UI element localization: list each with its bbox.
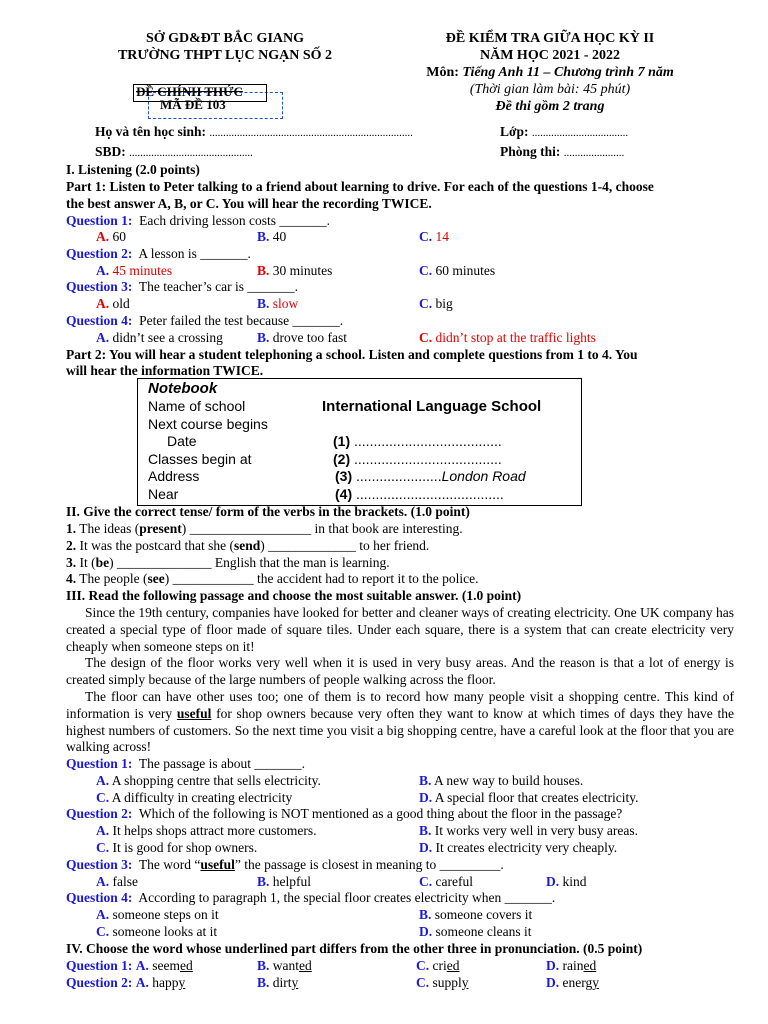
notebook-school-value: International Language School xyxy=(322,398,542,415)
room-field[interactable]: Phòng thi: ...................... xyxy=(500,144,625,159)
s3-q1-option-a[interactable]: A. A shopping centre that sells electricity. xyxy=(96,773,321,788)
s3-q1-option-b[interactable]: B. A new way to build houses. xyxy=(419,773,584,788)
part2-instructions-2: will hear the information TWICE. xyxy=(66,363,264,378)
time-limit: (Thời gian làm bài: 45 phút) xyxy=(469,82,631,97)
s3-q2-option-c[interactable]: C. It is good for shop owners. xyxy=(96,840,258,855)
s4-q1-option-b[interactable]: B. wanted xyxy=(257,958,312,973)
s1-question-2: Question 2: A lesson is _______. xyxy=(66,246,251,261)
notebook-school-label: Name of school xyxy=(148,398,246,414)
notebook-address-label: Address xyxy=(148,468,200,484)
s4-q1-option-c[interactable]: C. cried xyxy=(416,958,460,973)
subject-label: Môn: xyxy=(426,65,459,80)
s3-q2-option-d[interactable]: D. It creates electricity very cheaply. xyxy=(419,840,618,855)
notebook-title: Notebook xyxy=(148,380,218,397)
official-stamp: ĐỀ CHÍNH THỨC xyxy=(136,84,243,99)
s1-q1-option-c[interactable]: C. 14 xyxy=(419,229,449,244)
s4-question-1: Question 1: A. seemed xyxy=(66,958,193,973)
part1-instructions-1: Part 1: Listen to Peter talking to a friend about learning to drive. For each of the questions 1-4, choose xyxy=(66,179,654,194)
s3-question-1: Question 1: The passage is about _______. xyxy=(66,756,305,771)
s3-q3-option-d[interactable]: D. kind xyxy=(546,874,587,889)
s1-q2-option-a[interactable]: A. 45 minutes xyxy=(96,263,173,278)
s1-q1-option-a[interactable]: A. 60 xyxy=(96,229,126,244)
section-1-title: I. Listening (2.0 points) xyxy=(66,162,200,177)
s2-item-4[interactable]: 4. The people (see) ____________ the accident had to report it to the police. xyxy=(66,571,479,586)
header-left xyxy=(95,30,355,64)
s1-q4-option-a[interactable]: A. didn’t see a crossing xyxy=(96,330,223,345)
notebook-classes-label: Classes begin at xyxy=(148,451,252,467)
notebook-answer-4[interactable]: (4) ...................................... xyxy=(335,486,504,502)
s4-q2-option-d[interactable]: D. energy xyxy=(546,975,599,990)
s3-q4-option-b[interactable]: B. someone covers it xyxy=(419,907,533,922)
s3-q1-option-c[interactable]: C. A difficulty in creating electricity xyxy=(96,790,293,805)
passage-paragraph-3: The floor can have other uses too; one of them is to record how many people visit a shopping centre. This kind of information is very useful for shop owners because very often they want to know at which times of days they have the highest numbers of customers. So the next time you visit a big shopping centre, have a careful look at the floor that you are walking across! xyxy=(66,689,734,755)
subject-line xyxy=(400,64,700,81)
s3-q2-option-a[interactable]: A. It helps shops attract more customers. xyxy=(96,823,317,838)
s1-question-3: Question 3: The teacher’s car is _______. xyxy=(66,279,298,294)
s1-q2-option-c[interactable]: C. 60 minutes xyxy=(419,263,496,278)
notebook-course-label: Next course begins xyxy=(148,416,268,432)
page-count: Đề thi gồm 2 trang xyxy=(495,99,605,114)
s4-question-2: Question 2: A. happy xyxy=(66,975,186,990)
s1-q1-option-b[interactable]: B. 40 xyxy=(257,229,287,244)
s1-q2-option-b[interactable]: B. 30 minutes xyxy=(257,263,333,278)
s2-item-2[interactable]: 2. It was the postcard that she (send) _____________ to her friend. xyxy=(66,538,430,553)
s3-question-2: Question 2: Which of the following is NOT mentioned as a good thing about the floor in the passage? xyxy=(66,806,623,821)
s1-q4-option-b[interactable]: B. drove too fast xyxy=(257,330,347,345)
notebook-near-label: Near xyxy=(148,486,179,502)
part1-instructions-2: the best answer A, B, or C. You will hear the recording TWICE. xyxy=(66,196,432,211)
s3-q4-option-d[interactable]: D. someone cleans it xyxy=(419,924,532,939)
notebook-answer-1[interactable]: (1) ...................................... xyxy=(333,433,502,449)
s4-q2-option-a[interactable]: happy xyxy=(152,975,186,990)
s3-q3-option-a[interactable]: A. false xyxy=(96,874,138,889)
department: SỞ GD&ĐT BẮC GIANG xyxy=(145,31,305,46)
s3-question-3: Question 3: The word “useful” the passage is closest in meaning to _________. xyxy=(66,857,504,872)
s4-q1-option-a[interactable]: seemed xyxy=(152,958,193,973)
s3-q3-option-c[interactable]: C. careful xyxy=(419,874,473,889)
student-name-field[interactable]: Họ và tên học sinh: .......................................................................... xyxy=(95,124,413,139)
notebook-date-label: Date xyxy=(167,433,197,449)
s3-q4-option-c[interactable]: C. someone looks at it xyxy=(96,924,218,939)
notebook-box xyxy=(137,378,582,506)
exam-code: MÃ ĐỀ 103 xyxy=(160,97,226,112)
s3-q2-option-b[interactable]: B. It works very well in very busy areas. xyxy=(419,823,638,838)
part2-instructions-1: Part 2: You will hear a student telephoning a school. Listen and complete questions from 1 to 4. You xyxy=(66,347,638,362)
s1-q3-option-a[interactable]: A. old xyxy=(96,296,130,311)
s4-q2-option-c[interactable]: C. supply xyxy=(416,975,469,990)
exam-title: ĐỀ KIỂM TRA GIỮA HỌC KỲ II xyxy=(445,31,655,46)
s1-question-4: Question 4: Peter failed the test because _______. xyxy=(66,313,344,328)
s1-question-1: Question 1: Each driving lesson costs _______. xyxy=(66,213,330,228)
section-4-title: IV. Choose the word whose underlined part differs from the other three in pronunciation. (0.5 point) xyxy=(66,941,643,956)
s4-q1-option-d[interactable]: D. rained xyxy=(546,958,597,973)
section-3-title: III. Read the following passage and choose the most suitable answer. (1.0 point) xyxy=(66,588,522,603)
class-field[interactable]: Lớp: ................................... xyxy=(500,124,629,139)
s1-q3-option-c[interactable]: C. big xyxy=(419,296,453,311)
school-year: NĂM HỌC 2021 - 2022 xyxy=(480,48,620,63)
s3-q3-option-b[interactable]: B. helpful xyxy=(257,874,312,889)
s4-q2-option-b[interactable]: B. dirty xyxy=(257,975,299,990)
s3-question-4: Question 4: According to paragraph 1, the special floor creates electricity when _______. xyxy=(66,890,556,905)
sbd-field[interactable]: SBD: ............................................. xyxy=(95,144,253,159)
s3-q1-option-d[interactable]: D. A special floor that creates electricity. xyxy=(419,790,639,805)
s1-q4-option-c[interactable]: C. didn’t stop at the traffic lights xyxy=(419,330,596,345)
s1-q3-option-b[interactable]: B. slow xyxy=(257,296,299,311)
subject: Tiếng Anh 11 – Chương trình 7 năm xyxy=(462,65,674,80)
passage-paragraph-1: Since the 19th century, companies have looked for better and cleaner ways of creating electricity. One UK company has created a special type of floor made of square tiles. Under each square, there is a system that can create electricity very cheaply when someone steps on it! xyxy=(66,605,734,654)
s2-item-3[interactable]: 3. It (be) ______________ English that the man is learning. xyxy=(66,555,390,570)
s3-q4-option-a[interactable]: A. someone steps on it xyxy=(96,907,219,922)
s2-item-1[interactable]: 1. The ideas (present) __________________ in that book are interesting. xyxy=(66,521,463,536)
section-2-title: II. Give the correct tense/ form of the verbs in the brackets. (1.0 point) xyxy=(66,504,470,519)
notebook-answer-2[interactable]: (2) ...................................... xyxy=(333,451,502,467)
notebook-answer-3[interactable]: (3) ......................London Road xyxy=(335,468,526,484)
passage-paragraph-2: The design of the floor works very well when it is used in very busy areas. And the reason is that a lot of energy is created simply because of the large numbers of people walking across the floor. xyxy=(66,655,734,687)
header-right xyxy=(400,30,700,115)
school-name: TRƯỜNG THPT LỤC NGẠN SỐ 2 xyxy=(117,48,333,63)
